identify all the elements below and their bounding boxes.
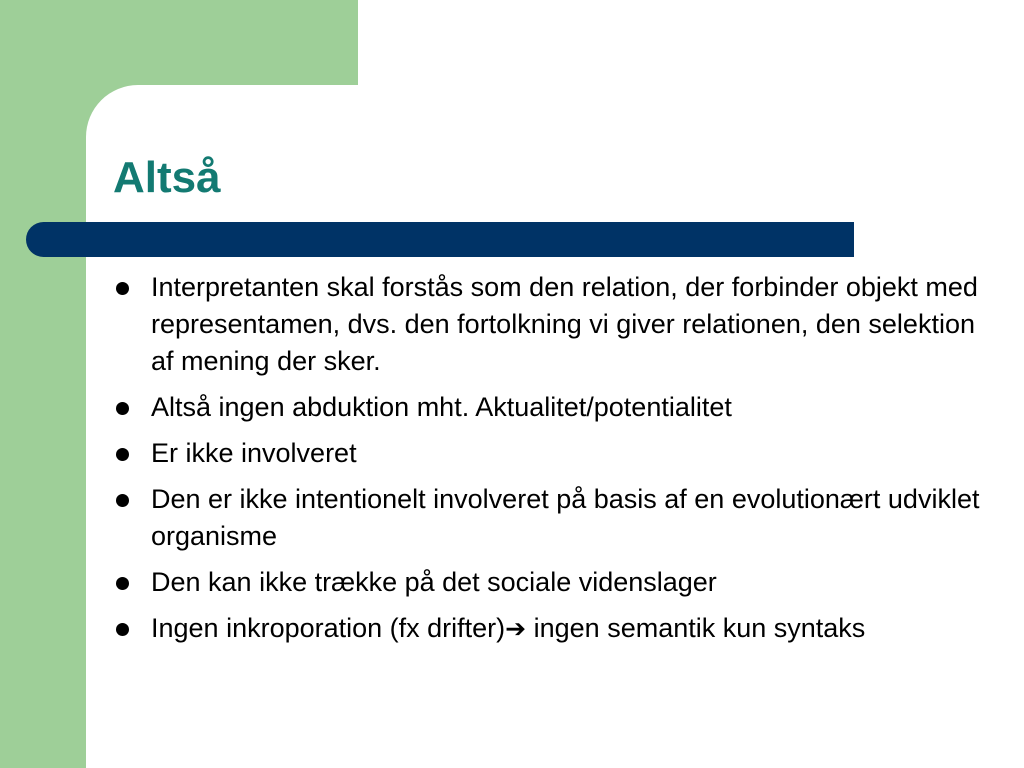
bullet-text-6-after-arrow: ingen semantik kun syntaks — [526, 613, 866, 643]
bullet-dot-icon — [116, 282, 129, 295]
right-arrow-icon: ➔ — [505, 615, 527, 643]
bullet-item-2 — [113, 389, 993, 426]
bullet-item-1 — [113, 269, 993, 380]
bullet-item-4 — [113, 481, 993, 555]
bullet-dot-icon — [116, 623, 129, 636]
bullet-dot-icon — [116, 577, 129, 590]
bullet-text-2: Altså ingen abduktion mht. Aktualitet/potentialitet — [151, 392, 732, 422]
bullet-item-5 — [113, 564, 993, 601]
bullet-list — [113, 269, 993, 657]
title-divider-bar — [26, 222, 854, 257]
bullet-dot-icon — [116, 402, 129, 415]
bullet-item-6 — [113, 610, 993, 648]
bullet-text-5: Den kan ikke trække på det sociale videnslager — [151, 567, 717, 597]
bullet-text-1: Interpretanten skal forstås som den relation, der forbinder objekt med representamen, dvs. den fortolkning vi giver relationen, den selektion af mening der sker. — [151, 272, 978, 376]
green-left-strip — [0, 0, 86, 768]
bullet-dot-icon — [116, 494, 129, 507]
bullet-dot-icon — [116, 448, 129, 461]
bullet-text-6-before-arrow: Ingen inkroporation (fx drifter) — [151, 613, 506, 643]
slide-title: Altså — [113, 153, 221, 202]
bullet-text-3: Er ikke involveret — [151, 438, 357, 468]
bullet-text-4: Den er ikke intentionelt involveret på basis af en evolutionært udviklet organisme — [151, 484, 980, 551]
bullet-item-3 — [113, 435, 993, 472]
